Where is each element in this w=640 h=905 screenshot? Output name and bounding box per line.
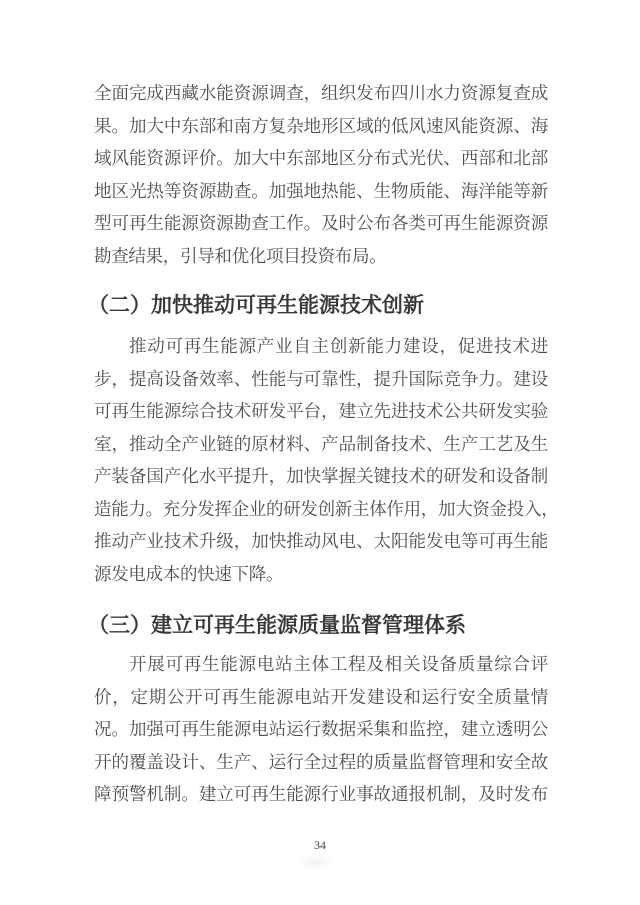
text-line: 步，提高设备效率、性能与可靠性，提升国际竞争力。建设 xyxy=(94,368,548,389)
paragraph-3 xyxy=(94,648,548,811)
text-line: 推动产业技术升级，加快推动风电、太阳能发电等可再生能 xyxy=(94,531,548,551)
text-line: 可再生能源综合技术研发平台，建立先进技术公共研发实验 xyxy=(94,401,548,421)
text-line: 产装备国产化水平提升，加快掌握关键技术的研发和设备制 xyxy=(94,466,548,486)
text-line: 造能力。充分发挥企业的研发创新主体作用，加大资金投入， xyxy=(94,498,559,519)
text-line: 勘查结果，引导和优化项目投资布局。 xyxy=(94,245,387,266)
page-body xyxy=(88,77,559,811)
page-number: 34 xyxy=(314,838,326,852)
text-line: 型可再生能源资源勘查工作。及时公布各类可再生能源资源 xyxy=(94,213,548,233)
text-line: 开的覆盖设计、生产、运行全过程的质量监督管理和安全故 xyxy=(94,751,548,772)
text-line: 地区光热等资源勘查。加强地热能、生物质能、海洋能等新 xyxy=(94,180,548,201)
text-line: 价，定期公开可再生能源电站开发建设和运行安全质量情 xyxy=(94,686,548,707)
text-line: 全面完成西藏水能资源调查，组织发布四川水力资源复查成 xyxy=(94,83,548,103)
text-line: 推动可再生能源产业自主创新能力建设，促进技术进 xyxy=(129,336,548,356)
text-line: 源发电成本的快速下降。 xyxy=(94,563,284,584)
scan-smudge-artifact xyxy=(297,855,335,870)
text-line: 况。加强可再生能源电站运行数据采集和监控，建立透明公 xyxy=(94,719,548,739)
text-line: 障预警机制。建立可再生能源行业事故通报机制，及时发布 xyxy=(94,784,548,804)
text-line: 域风能资源评价。加大中东部地区分布式光伏、西部和北部 xyxy=(94,148,548,168)
section-heading-2: （二）加快推动可再生能源技术创新 xyxy=(88,293,424,317)
text-line: 开展可再生能源电站主体工程及相关设备质量综合评 xyxy=(129,654,548,674)
section-heading-3: （三）建立可再生能源质量监督管理体系 xyxy=(88,613,466,637)
text-line: 果。加大中东部和南方复杂地形区域的低风速风能资源、海 xyxy=(94,115,548,136)
paragraph-1 xyxy=(94,77,548,272)
paragraph-2 xyxy=(94,330,559,590)
page-footer xyxy=(0,836,640,854)
text-line: 室，推动全产业链的原材料、产品制备技术、生产工艺及生 xyxy=(94,433,548,454)
